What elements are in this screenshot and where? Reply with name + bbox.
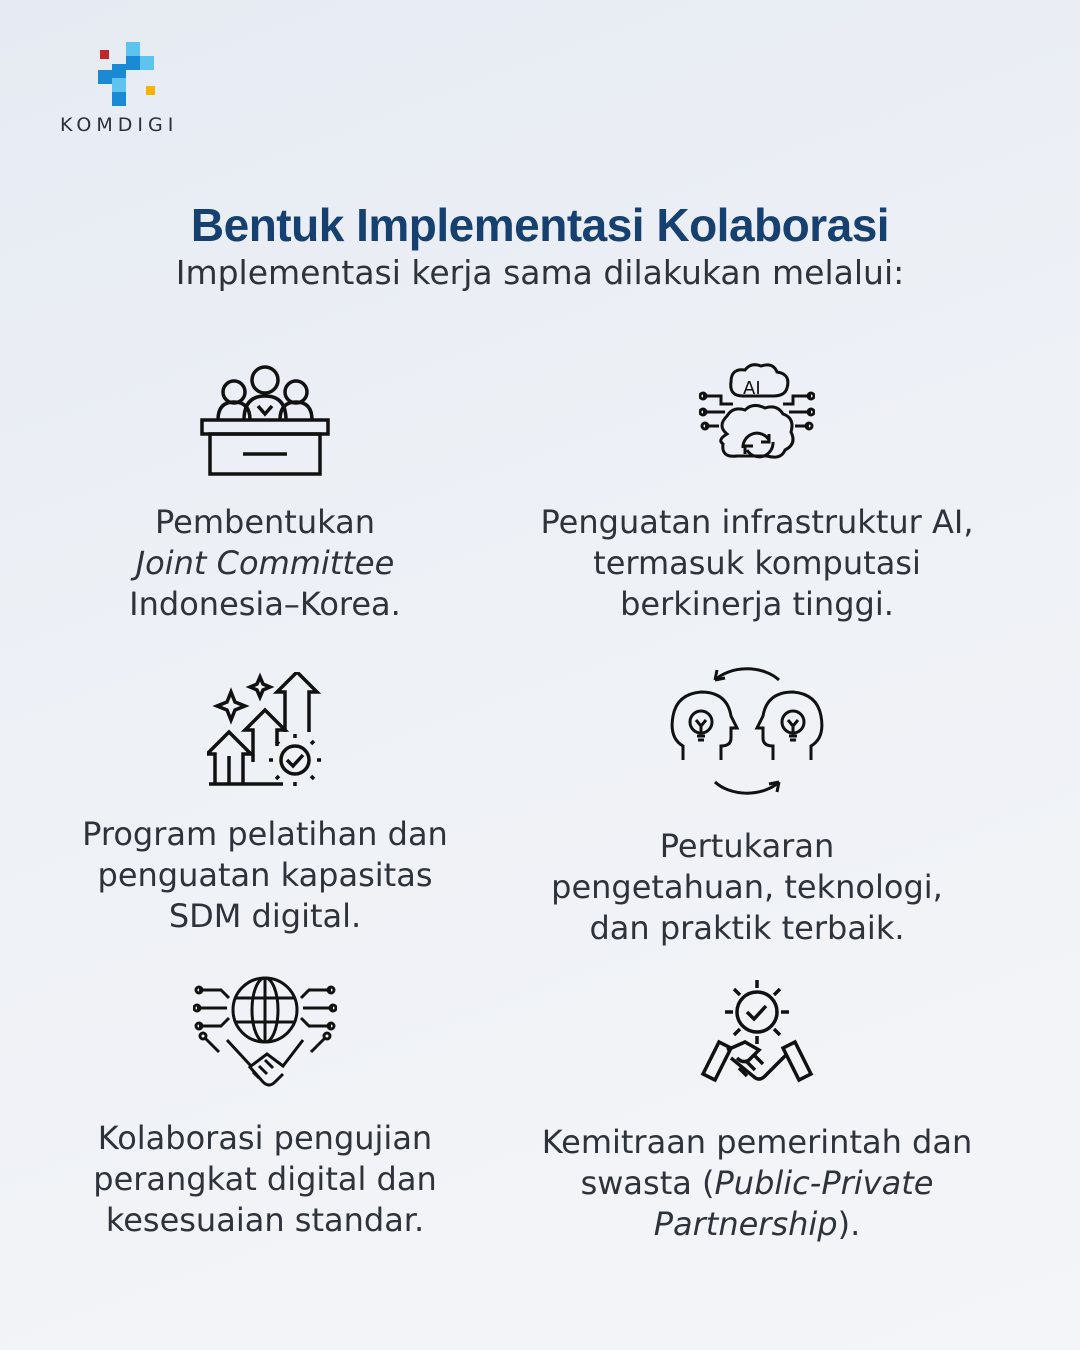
gear-handshake-icon	[693, 972, 821, 1100]
item-knowledge-exchange	[507, 664, 987, 949]
knowledge-exchange-icon	[669, 664, 825, 798]
ai-brain-icon	[699, 362, 815, 478]
item-4-line-1: Pertukaran	[659, 827, 835, 865]
item-6-line-1: Kemitraan pemerintah dan	[541, 1123, 973, 1161]
item-2-line-1: Penguatan infrastruktur AI,	[540, 503, 974, 541]
komdigi-logo-icon	[90, 42, 160, 112]
item-4-line-3: dan praktik terbaik.	[589, 909, 905, 947]
item-joint-committee	[25, 362, 505, 625]
item-6-line-3-suffix: ).	[837, 1205, 861, 1243]
item-2-line-3: berkinerja tinggi.	[620, 585, 894, 623]
item-training-program	[25, 672, 505, 937]
svg-text:AI: AI	[743, 378, 761, 399]
item-5-line-3: kesesuaian standar.	[105, 1201, 425, 1239]
komdigi-logo	[60, 42, 200, 142]
item-6-line-3-italic: Partnership	[653, 1205, 838, 1243]
item-1-line-1: Pembentukan	[155, 503, 375, 541]
globe-handshake-icon	[193, 976, 337, 1094]
committee-icon	[200, 362, 330, 478]
item-6-line-2	[517, 1163, 997, 1204]
page-title: Bentuk Implementasi Kolaborasi	[190, 199, 890, 251]
item-5-line-2: perangkat digital dan	[93, 1160, 437, 1198]
brand-name: KOMDIGI	[60, 114, 179, 136]
item-ai-infrastructure	[517, 362, 997, 625]
page-subtitle: Implementasi kerja sama dilakukan melalui:	[175, 253, 905, 292]
item-3-line-3: SDM digital.	[168, 897, 362, 935]
item-1-line-2: Joint Committee	[135, 544, 395, 582]
item-3-line-2: penguatan kapasitas	[97, 856, 433, 894]
item-1-line-3: Indonesia–Korea.	[129, 585, 401, 623]
item-2-line-2: termasuk komputasi	[593, 544, 921, 582]
item-6-line-3	[517, 1204, 997, 1245]
item-device-testing	[25, 976, 505, 1241]
item-4-line-2: pengetahuan, teknologi,	[551, 868, 943, 906]
growth-gear-icon	[207, 672, 323, 790]
item-6-line-2-italic: Public-Private	[714, 1164, 934, 1202]
item-5-line-1: Kolaborasi pengujian	[97, 1119, 433, 1157]
item-public-private-partnership	[517, 972, 997, 1245]
item-3-line-1: Program pelatihan dan	[82, 815, 448, 853]
item-6-line-2-prefix: swasta (	[580, 1164, 715, 1202]
